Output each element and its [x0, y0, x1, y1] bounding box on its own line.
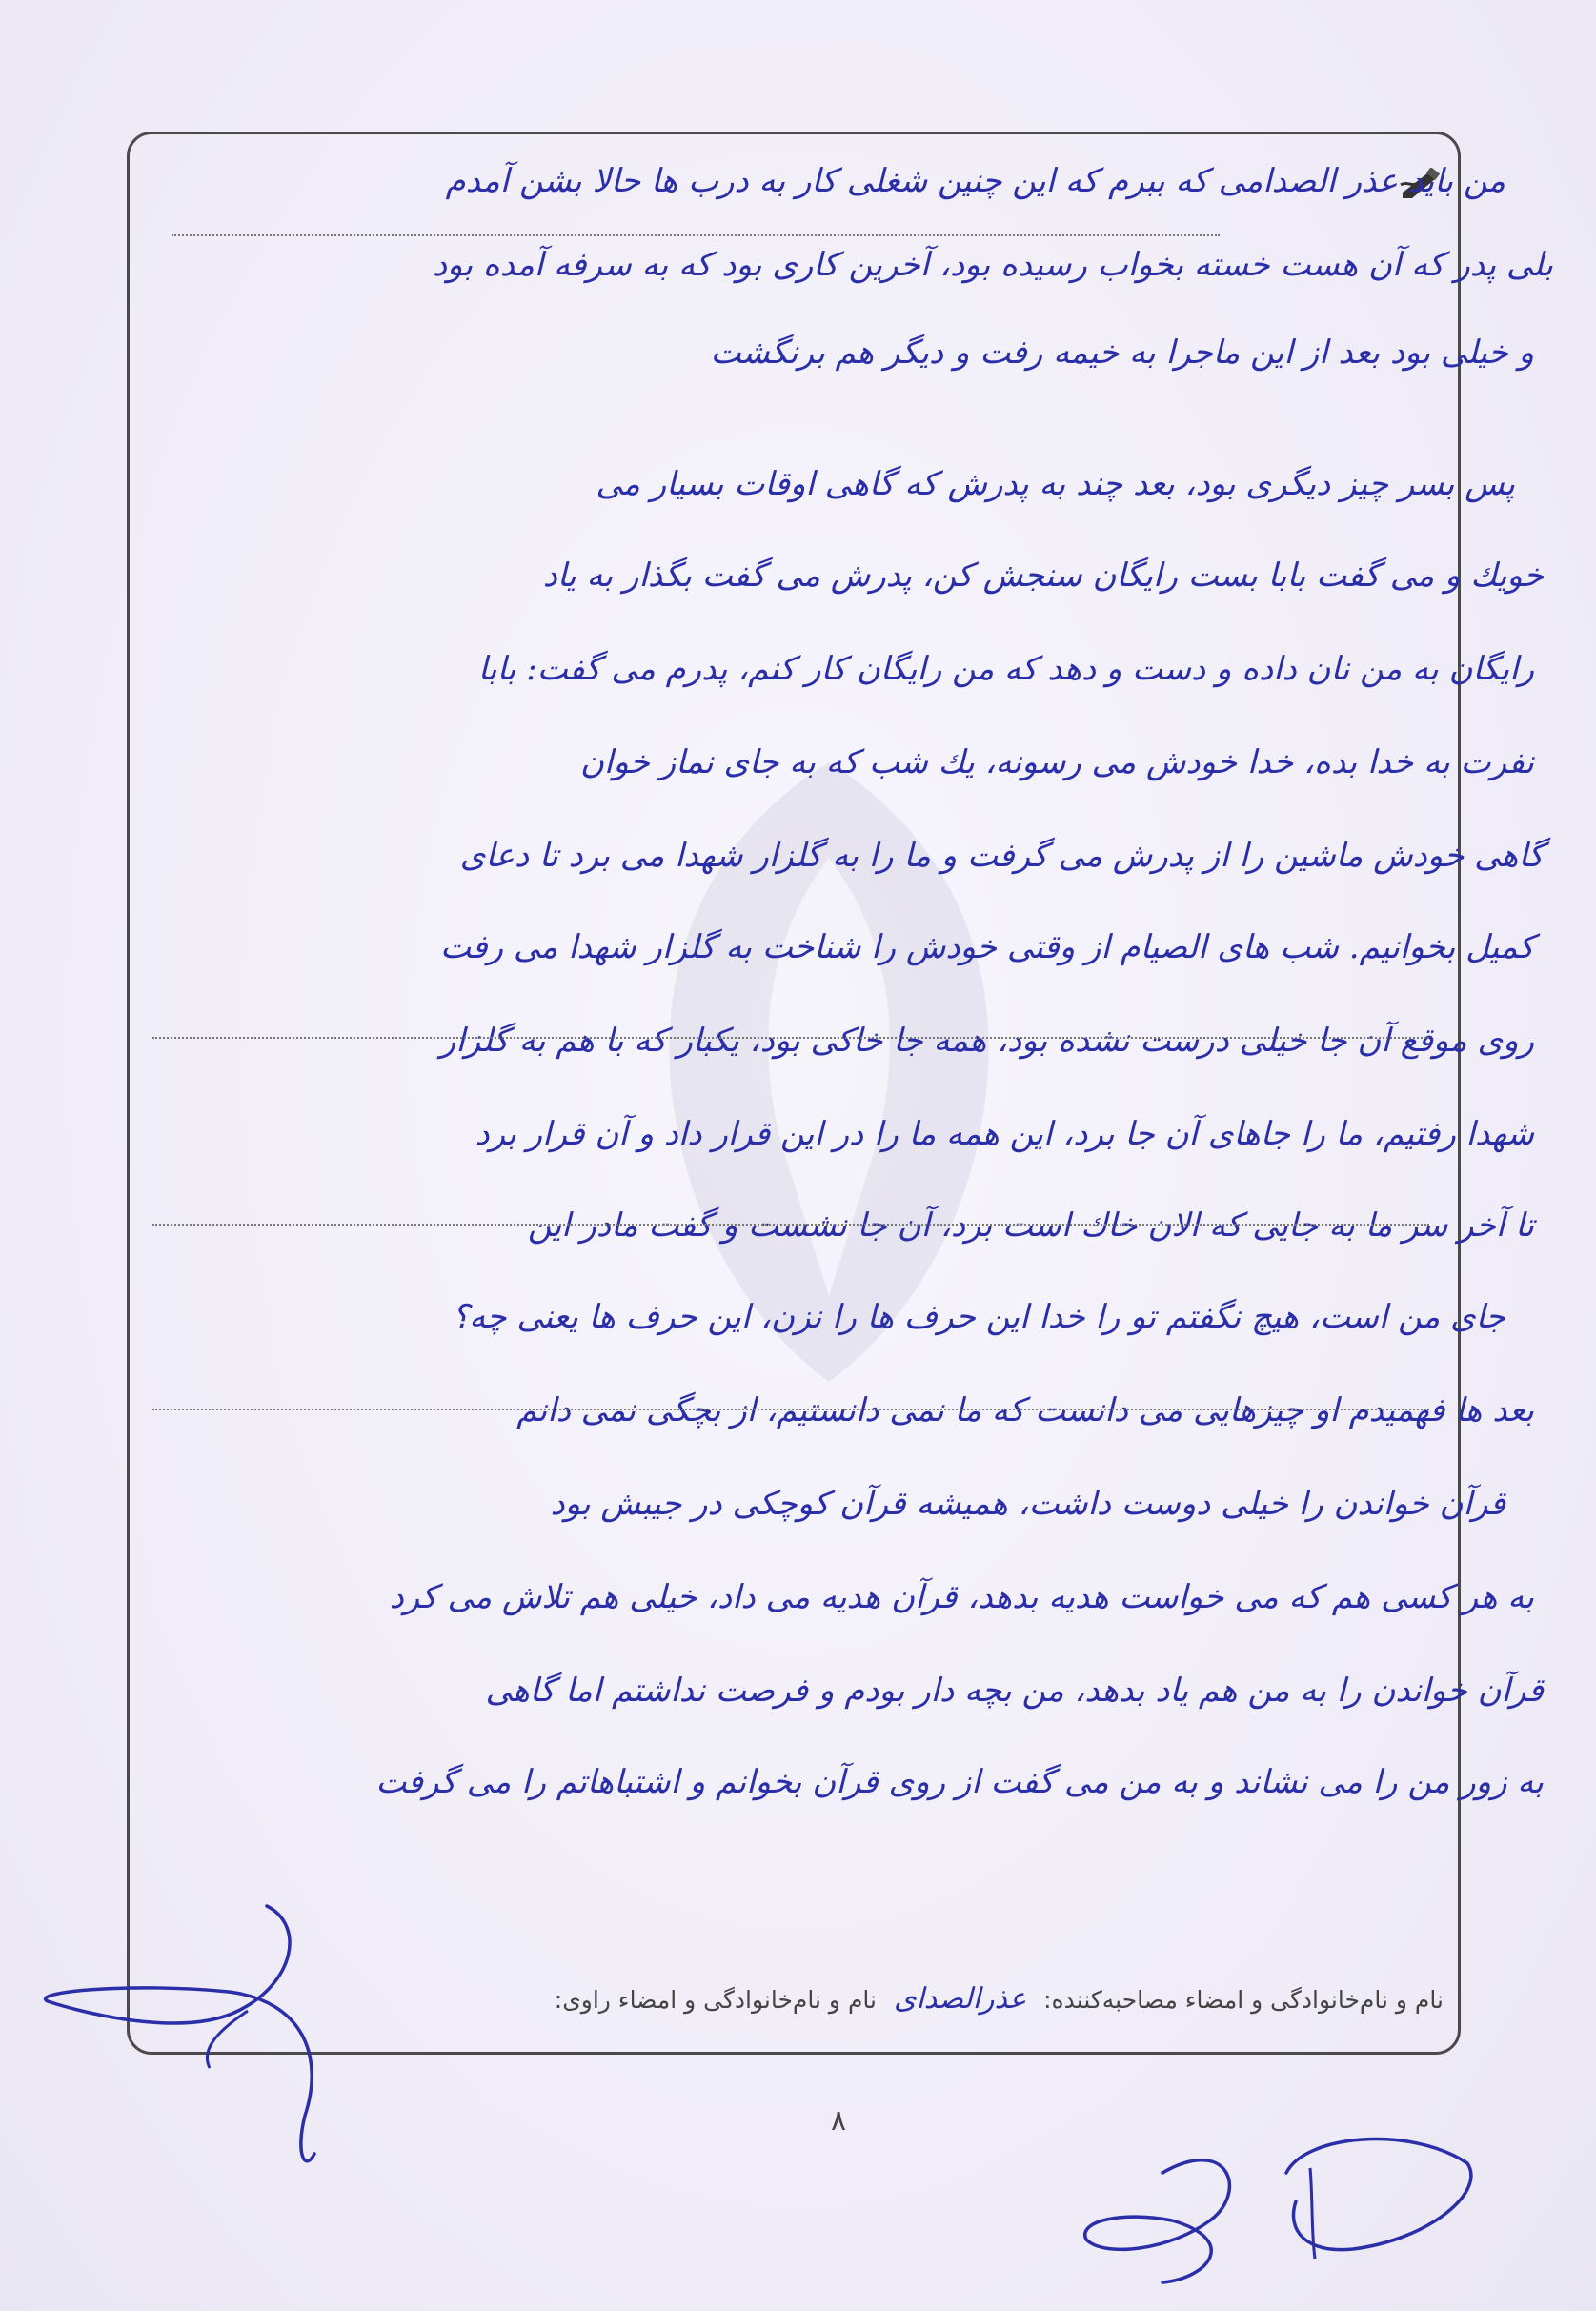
ruled-line — [152, 1409, 1429, 1410]
signature-footer — [555, 1982, 1444, 2016]
narrator-signature — [1067, 2116, 1486, 2297]
ruled-line — [152, 1037, 1429, 1039]
interviewer-name: عذرالصداى — [893, 1982, 1027, 2016]
page-number: ۸ — [831, 2104, 847, 2138]
ruled-line — [152, 1224, 1429, 1226]
ruled-line — [172, 234, 1220, 236]
narrator-label: نام و نام‌خانوادگی و امضاء راوی: — [554, 1986, 878, 2014]
interviewer-label: نام و نام‌خانوادگی و امضاء مصاحبه‌کننده: — [1043, 1986, 1444, 2014]
interviewer-signature — [19, 1868, 419, 2182]
